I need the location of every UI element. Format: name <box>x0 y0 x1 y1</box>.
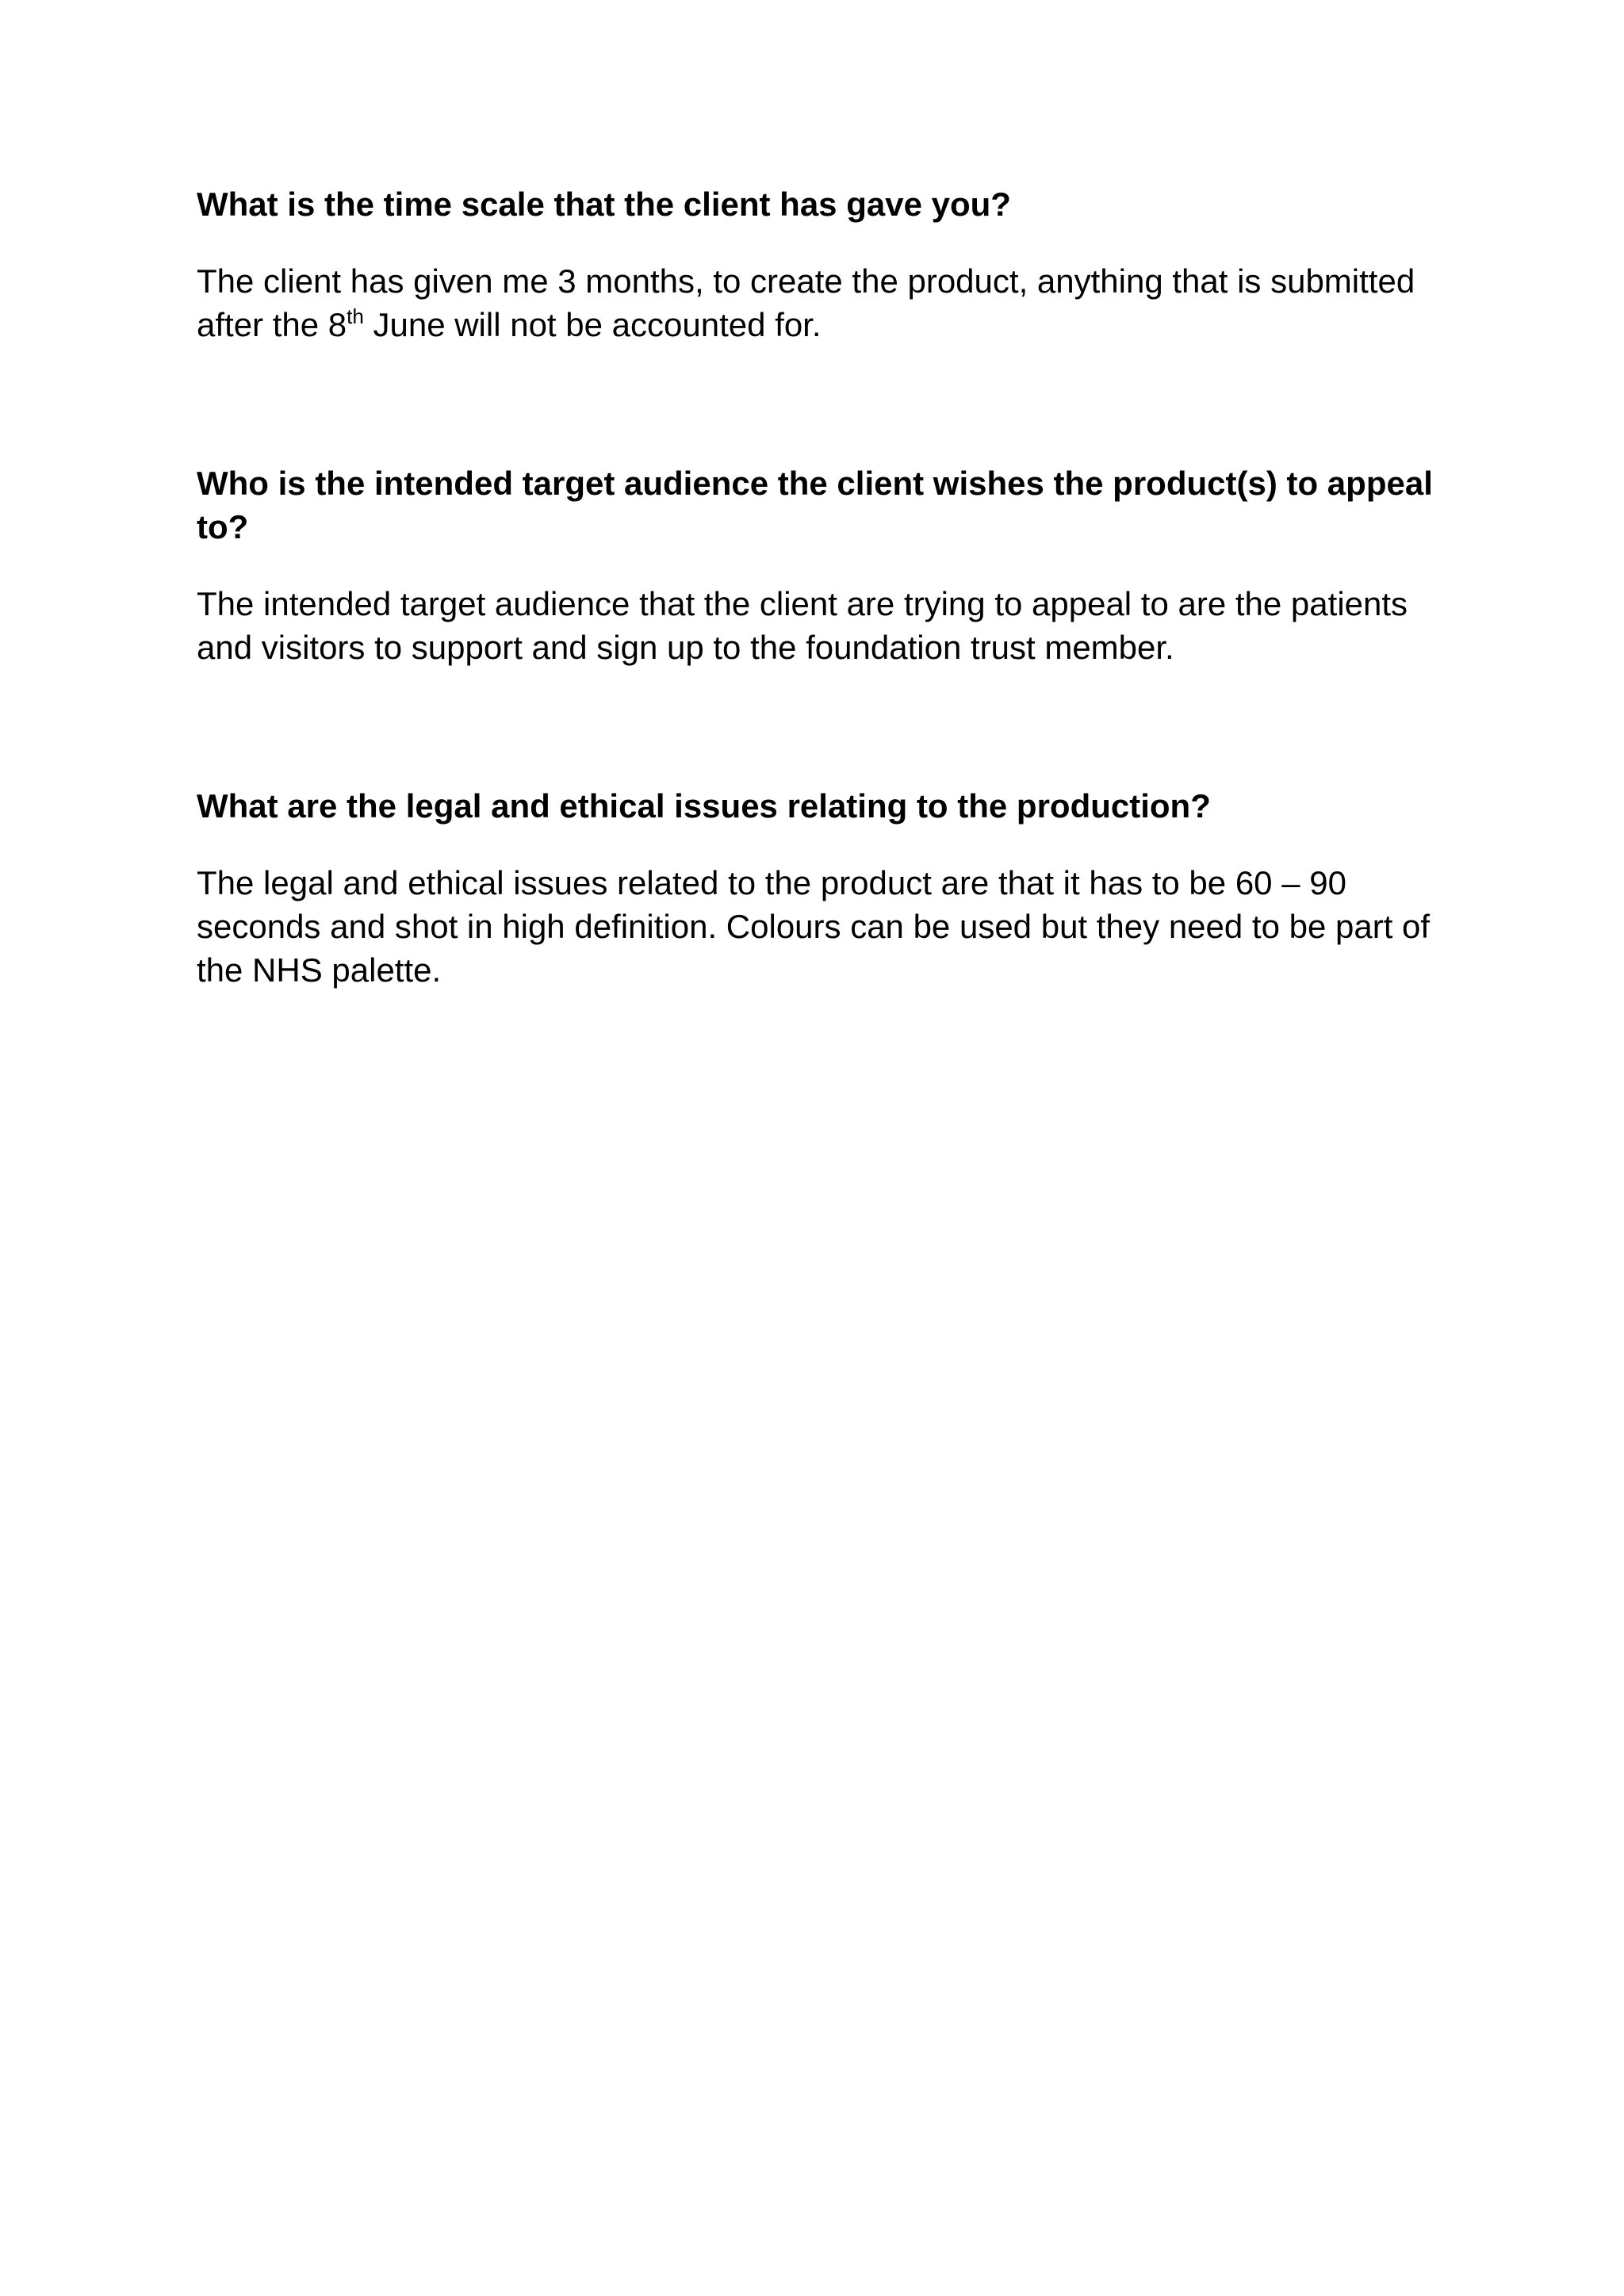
question-heading: What are the legal and ethical issues relating to the production? <box>197 787 1211 825</box>
answer-text-continued: June will not be accounted for. <box>363 306 822 343</box>
section-target-audience <box>197 461 1434 669</box>
document-body <box>197 182 1434 992</box>
answer-paragraph: The intended target audience that the client are trying to appeal to are the patients and visitors to support and sign up to the foundation trust member. <box>197 585 1408 666</box>
superscript-ordinal: th <box>347 304 364 328</box>
answer-paragraph <box>197 259 1434 346</box>
section-legal-ethical <box>197 784 1434 992</box>
answer-text: The client has given me 3 months, to create the product, anything that is submitted after the 8 <box>197 262 1415 343</box>
question-heading: Who is the intended target audience the client wishes the product(s) to appeal to? <box>197 465 1433 545</box>
section-time-scale <box>197 182 1434 346</box>
question-heading: What is the time scale that the client has gave you? <box>197 186 1011 223</box>
answer-paragraph: The legal and ethical issues related to the product are that it has to be 60 – 90 seconds and shot in high definition. Colours can be used but they need to be part of the NHS palette. <box>197 864 1431 989</box>
